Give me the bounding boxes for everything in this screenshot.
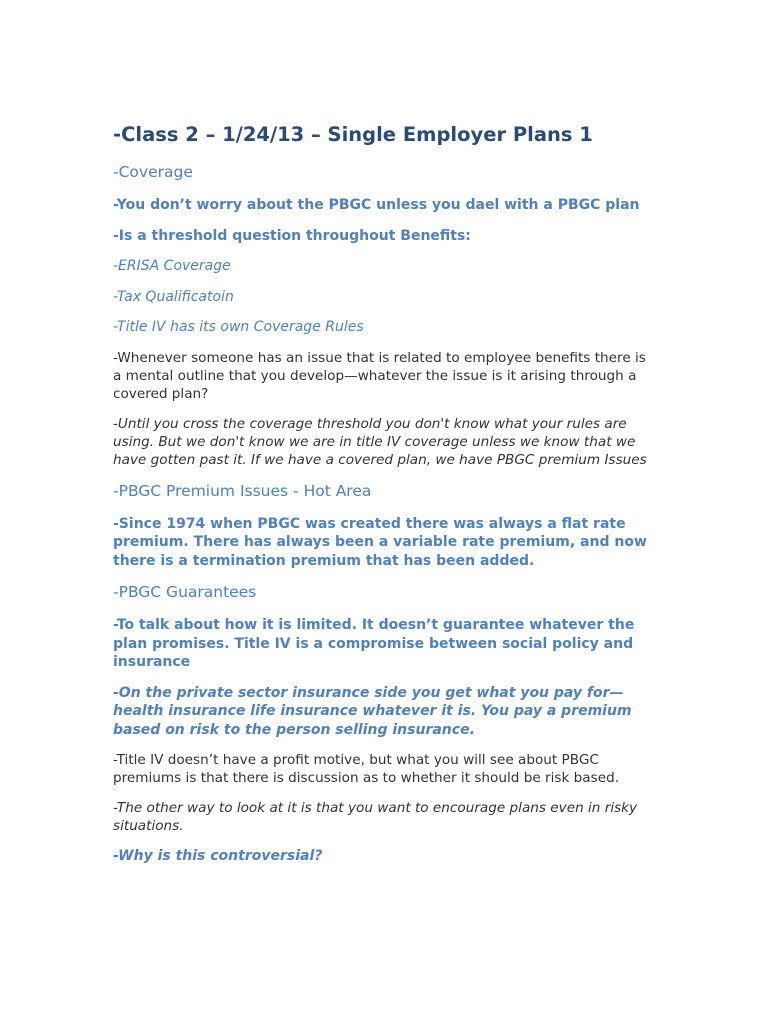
- heading-premium-issues: -PBGC Premium Issues - Hot Area: [113, 481, 372, 500]
- heading-coverage: -Coverage: [113, 163, 193, 181]
- heading-title-iv-coverage: -Title IV has its own Coverage Rules: [113, 319, 364, 335]
- paragraph-premium-history: -Since 1974 when PBGC was created there was always a flat rate premium. There has always been a variable rate premium, and now there is a termination premium that has been added.: [113, 515, 647, 569]
- document-title: -Class 2 – 1/24/13 – Single Employer Plans 1: [113, 123, 593, 146]
- paragraph-mental-outline: -Whenever someone has an issue that is related to employee benefits there is a mental outline that you develop—whatever the issue is it arising through a covered plan?: [113, 349, 646, 402]
- paragraph-profit-motive: -Title IV doesn’t have a profit motive, but what you will see about PBGC premiums is that there is discussion as to whether it should be risk based.: [113, 752, 620, 786]
- heading-erisa-coverage: -ERISA Coverage: [113, 258, 231, 274]
- heading-controversial: -Why is this controversial?: [113, 848, 323, 864]
- heading-tax-qualification: -Tax Qualificatoin: [113, 288, 234, 305]
- paragraph-coverage-threshold: -Until you cross the coverage threshold you don't know what your rules are using. But we don't know we are in title IV coverage unless we know that we have gotten past it. If we have a covered plan, we have PBGC premium Issues: [113, 415, 647, 468]
- paragraph-private-insurance: -On the private sector insurance side you get what you pay for—health insurance life insurance whatever it is. You pay a premium based on risk to the person selling insurance.: [113, 684, 632, 738]
- heading-pbgc-guarantees: -PBGC Guarantees: [113, 583, 257, 601]
- document-page: [113, 122, 658, 878]
- paragraph-encourage-plans: -The other way to look at it is that you want to encourage plans even in risky situations.: [113, 800, 638, 834]
- paragraph-guarantee-limits: -To talk about how it is limited. It doesn’t guarantee whatever the plan promises. Title IV is a compromise between social policy and insurance: [113, 617, 635, 670]
- paragraph-pbgc-worry: -You don’t worry about the PBGC unless you dael with a PBGC plan: [113, 197, 640, 213]
- paragraph-threshold-question: -Is a threshold question throughout Benefits:: [113, 227, 471, 244]
